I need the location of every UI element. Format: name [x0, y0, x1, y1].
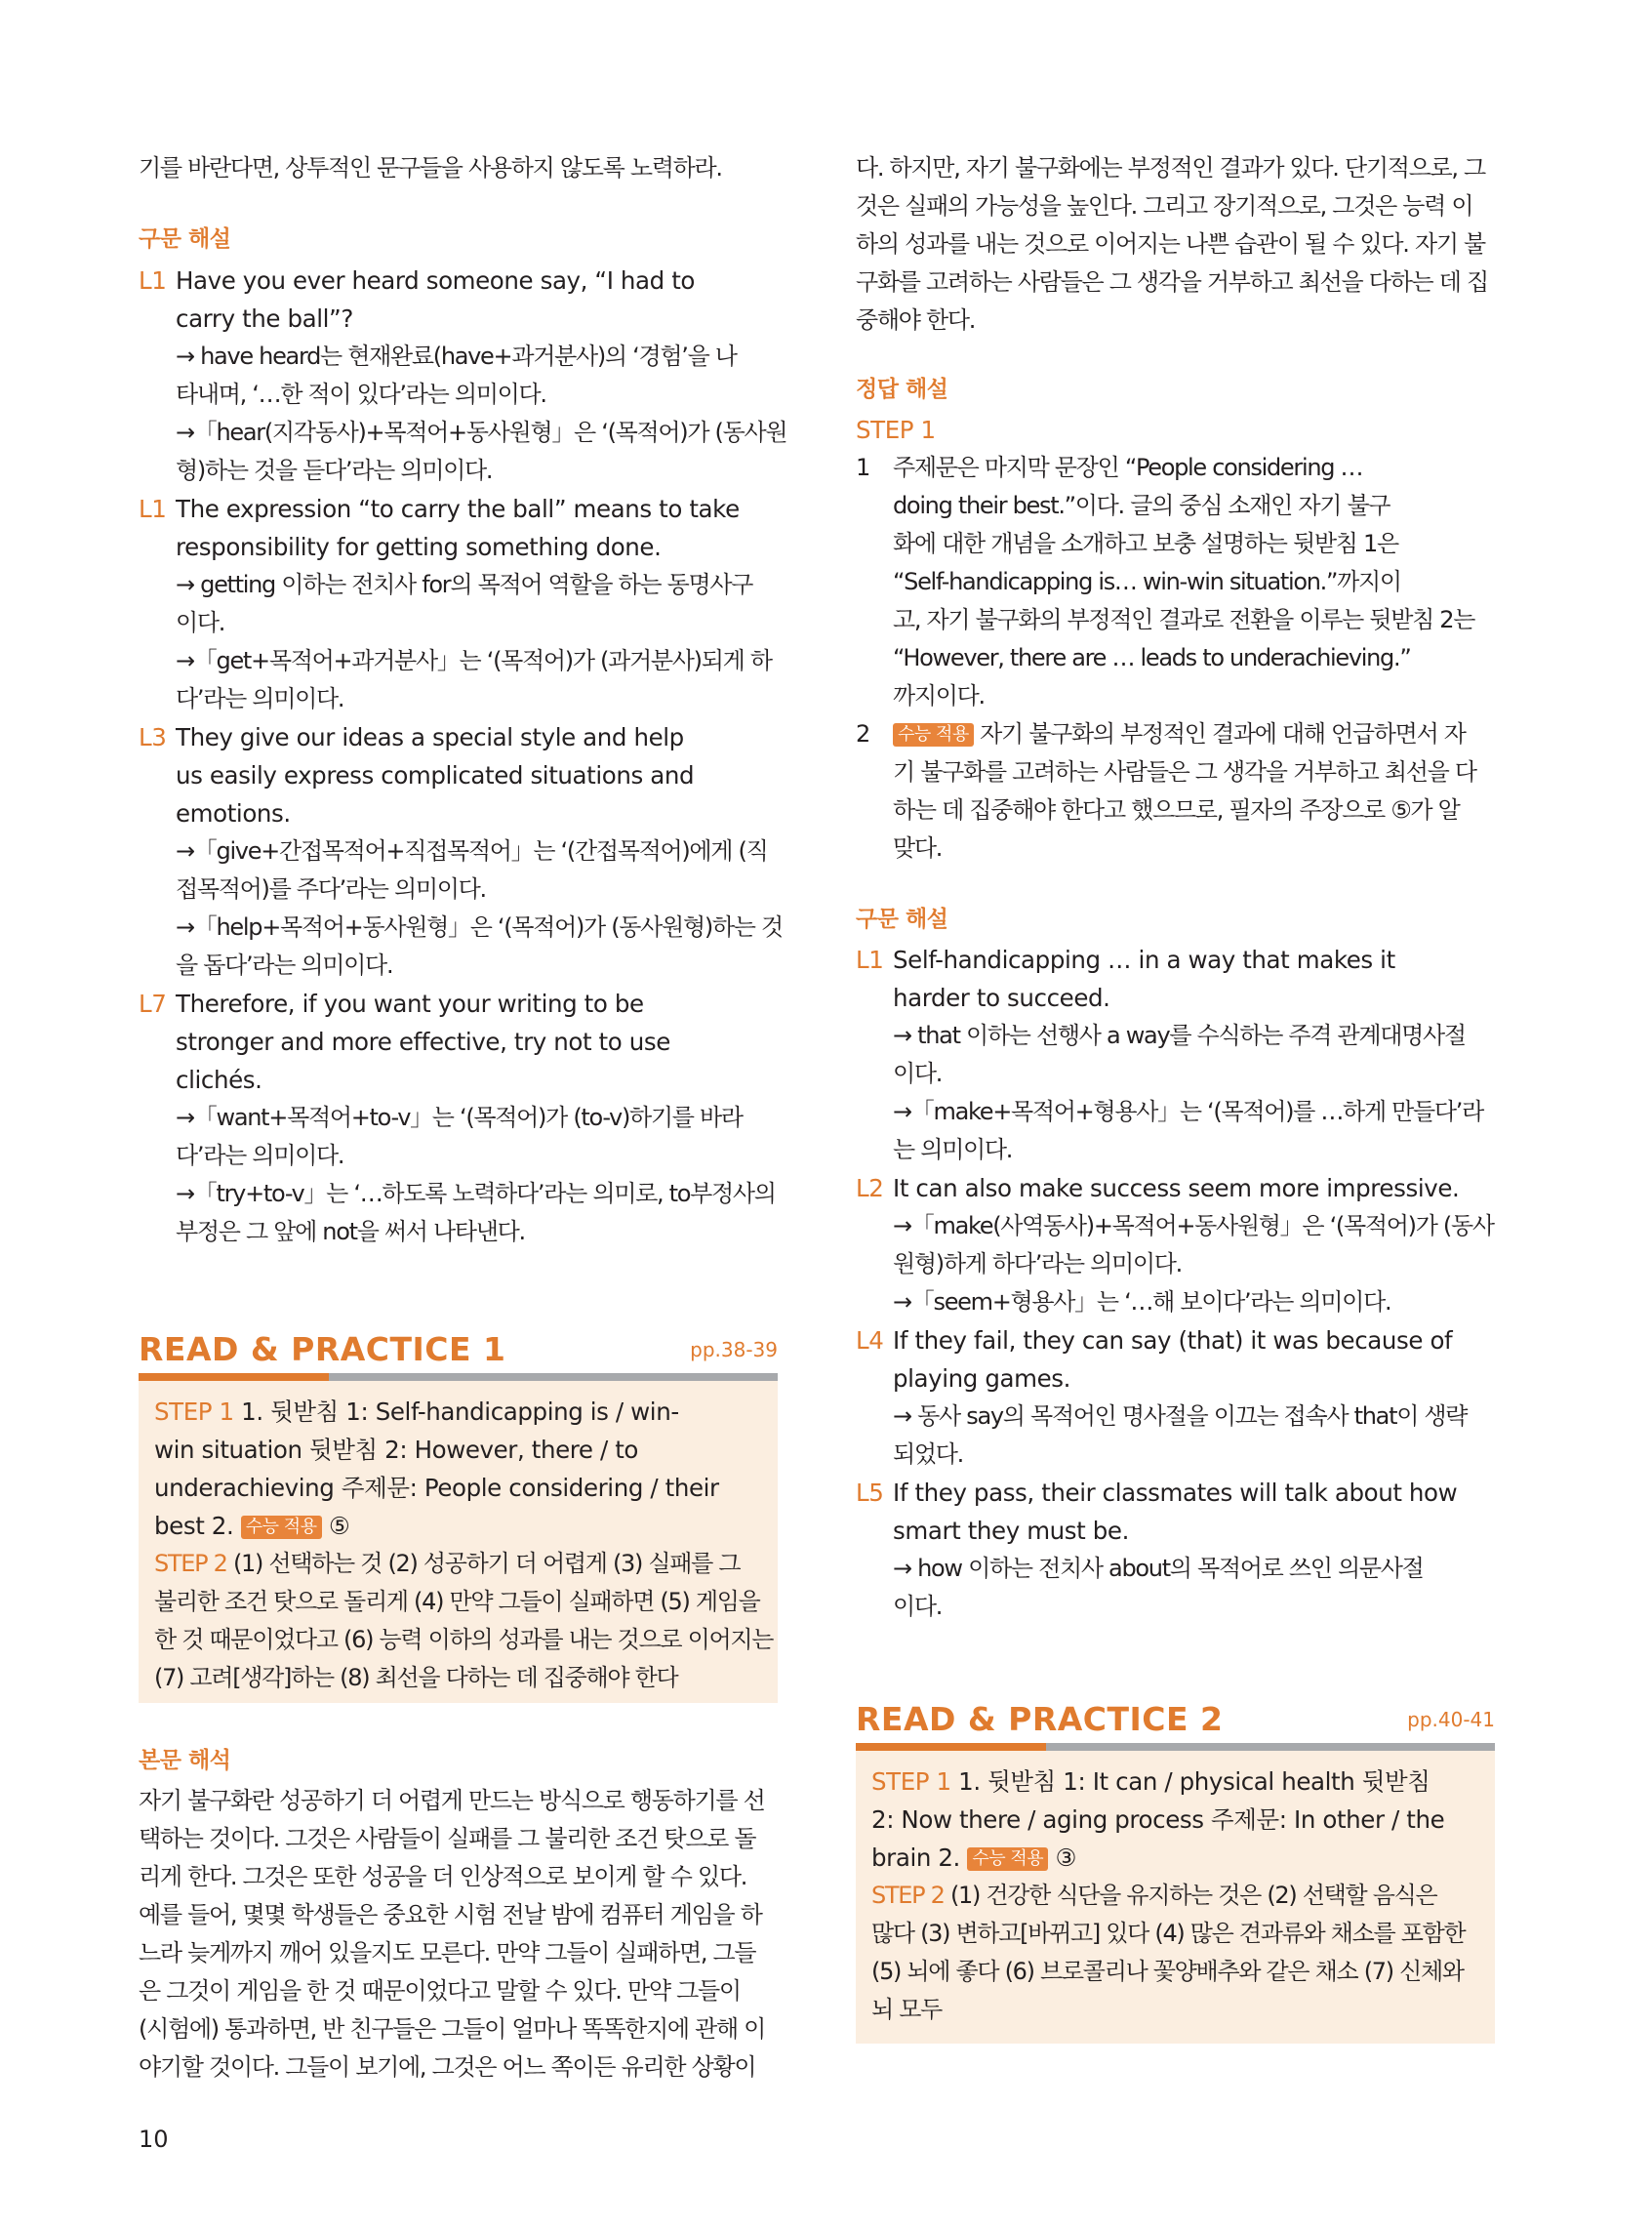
step1-label: STEP 1 — [871, 1767, 951, 1796]
answer-number: 2 — [856, 720, 869, 748]
step1-text: best 2. — [154, 1512, 234, 1540]
syntax-note: 원형)하게 하다’라는 의미이다. — [893, 1250, 1182, 1277]
step1-line — [154, 1507, 764, 1545]
step2-text: 한 것 때문이었다고 (6) 능력 이하의 성과를 내는 것으로 이어지는 — [154, 1626, 774, 1653]
sentence-text: smart they must be. — [893, 1517, 1129, 1545]
answer-text: 기 불구화를 고려하는 사람들은 그 생각을 거부하고 최선을 다 — [893, 758, 1476, 786]
syntax-sentence — [856, 1474, 1495, 1512]
line-label: L1 — [856, 946, 884, 974]
suneung-badge: 수능 적용 — [967, 1847, 1048, 1871]
syntax-sentence — [856, 1169, 1495, 1207]
line-label: L1 — [139, 495, 167, 523]
step2-text: 불리한 조건 탓으로 돌리게 (4) 만약 그들이 실패하면 (5) 게임을 — [154, 1588, 760, 1615]
sentence-text: Have you ever heard someone say, “I had to — [176, 266, 696, 295]
syntax-note: →「try+to-v」는 ‘…하도록 노력하다’라는 의미로, to부정사의 — [176, 1180, 776, 1207]
sentence-text: emotions. — [176, 799, 291, 828]
sentence-text: responsibility for getting something done. — [176, 533, 662, 561]
read-practice-2-answer-box — [856, 1751, 1495, 2044]
translation-heading: 본문 해석 — [139, 1748, 231, 1773]
syntax-note: 을 돕다’라는 의미이다. — [176, 952, 393, 979]
translation-line: 야기할 것이다. 그들이 보기에, 그것은 어느 쪽이든 유리한 상황이 — [139, 2053, 756, 2081]
answer-text: doing their best.”이다. 글의 중심 소재인 자기 불구 — [893, 492, 1390, 519]
section-bar-accent — [139, 1373, 329, 1381]
syntax-note: → 동사 say의 목적어인 명사절을 이끄는 접속사 that이 생략 — [893, 1402, 1468, 1430]
line-label: L2 — [856, 1174, 884, 1202]
syntax-note: → that 이하는 선행사 a way를 수식하는 주격 관계대명사절 — [893, 1022, 1466, 1049]
step1-text: win situation 뒷받침 2: However, there / to — [154, 1436, 639, 1464]
translation-line: 느라 늦게까지 깨어 있을지도 모른다. 만약 그들이 실패하면, 그들 — [139, 1939, 756, 1966]
syntax-note: → have heard는 현재완료(have+과거분사)의 ‘경험’을 나 — [176, 343, 737, 370]
read-practice-1-pages: pp.38-39 — [690, 1338, 778, 1361]
read-practice-2-title: READ & PRACTICE 2 — [856, 1700, 1224, 1738]
syntax-note: →「want+목적어+to-v」는 ‘(목적어)가 (to-v)하기를 바라 — [176, 1104, 743, 1131]
answer-item — [856, 715, 1495, 753]
step1-label: STEP 1 — [154, 1398, 234, 1426]
step1-line — [871, 1763, 1481, 1801]
line-label: L3 — [139, 723, 167, 751]
syntax-note: →「make(사역동사)+목적어+동사원형」은 ‘(목적어)가 (동사 — [893, 1212, 1494, 1239]
syntax-note: → how 이하는 전치사 about의 목적어로 쓰인 의문사절 — [893, 1555, 1424, 1582]
answer-text: “However, there are … leads to underachieving.” — [893, 644, 1411, 671]
answer-text: 고, 자기 불구화의 부정적인 결과로 전환을 이루는 뒷받침 2는 — [893, 606, 1475, 633]
step1-answer: ③ — [1055, 1844, 1077, 1872]
syntax-note: 다’라는 의미이다. — [176, 685, 344, 712]
answer-text: 자기 불구화의 부정적인 결과에 대해 언급하면서 자 — [980, 720, 1466, 748]
sentence-text: carry the ball”? — [176, 304, 353, 333]
step1-answer: ⑤ — [328, 1512, 350, 1540]
sentence-text: us easily express complicated situations and — [176, 761, 695, 790]
translation-line: 예를 들어, 몇몇 학생들은 중요한 시험 전날 밤에 컴퓨터 게임을 하 — [139, 1901, 762, 1928]
syntax-sentence — [139, 985, 778, 1023]
step2-text: (5) 뇌에 좋다 (6) 브로콜리나 꽃양배추와 같은 채소 (7) 신체와 — [871, 1958, 1464, 1985]
syntax-sentence — [139, 490, 778, 528]
answer-heading: 정답 해설 — [856, 377, 948, 402]
syntax-sentence — [139, 262, 778, 300]
answer-text: 까지이다. — [893, 682, 985, 709]
suneung-badge: 수능 적용 — [241, 1516, 322, 1539]
syntax-sentence — [856, 1321, 1495, 1359]
sentence-text: If they fail, they can say (that) it was because of — [893, 1326, 1453, 1355]
translation-line: 다. 하지만, 자기 불구화에는 부정적인 결과가 있다. 단기적으로, 그 — [856, 154, 1485, 182]
answer-text: “Self-handicapping is… win-win situation.”까지이 — [893, 568, 1401, 595]
read-practice-2-pages: pp.40-41 — [1407, 1708, 1495, 1731]
sentence-text: Self-handicapping … in a way that makes it — [893, 946, 1395, 974]
sentence-text: clichés. — [176, 1066, 262, 1094]
step1-text: 1. 뒷받침 1: It can / physical health 뒷받침 — [958, 1767, 1430, 1796]
line-label: L7 — [139, 990, 167, 1018]
syntax-note: →「give+간접목적어+직접목적어」는 ‘(간접목적어)에게 (직 — [176, 837, 768, 865]
step2-text: 많다 (3) 변하고[바뀌고] 있다 (4) 많은 견과류와 채소를 포함한 — [871, 1920, 1466, 1947]
step1-text: 2: Now there / aging process 주제문: In other / the — [871, 1805, 1445, 1834]
section-bar-accent — [856, 1743, 1046, 1751]
step2-text: (1) 선택하는 것 (2) 성공하기 더 어렵게 (3) 실패를 그 — [232, 1550, 741, 1577]
syntax-heading: 구문 해설 — [856, 907, 948, 932]
translation-line: 것은 실패의 가능성을 높인다. 그리고 장기적으로, 그것은 능력 이 — [856, 192, 1473, 220]
step1-line — [871, 1839, 1481, 1877]
answer-text: 하는 데 집중해야 한다고 했으므로, 필자의 주장으로 ⑤가 알 — [893, 796, 1460, 824]
translation-line: 자기 불구화란 성공하기 더 어렵게 만드는 방식으로 행동하기를 선 — [139, 1787, 765, 1814]
step1-text: brain 2. — [871, 1844, 960, 1872]
step2-line — [154, 1545, 764, 1583]
sentence-text: stronger and more effective, try not to use — [176, 1028, 670, 1056]
syntax-note: →「hear(지각동사)+목적어+동사원형」은 ‘(목적어)가 (동사원 — [176, 419, 787, 446]
translation-line: 은 그것이 게임을 한 것 때문이었다고 말할 수 있다. 만약 그들이 — [139, 1977, 741, 2005]
sentence-text: Therefore, if you want your writing to be — [176, 990, 644, 1018]
syntax-heading: 구문 해설 — [139, 226, 231, 252]
sentence-text: playing games. — [893, 1364, 1071, 1393]
sentence-text: If they pass, their classmates will talk about how — [893, 1479, 1458, 1507]
line-label: L1 — [139, 266, 167, 295]
syntax-note: 는 의미이다. — [893, 1136, 1013, 1163]
step2-label: STEP 2 — [154, 1550, 227, 1577]
sentence-text: It can also make success seem more impressive. — [893, 1174, 1460, 1202]
syntax-note: 접목적어)를 주다’라는 의미이다. — [176, 875, 486, 903]
step2-text: 뇌 모두 — [871, 1996, 942, 2023]
section-bar — [856, 1743, 1495, 1751]
syntax-note: → getting 이하는 전치사 for의 목적어 역할을 하는 동명사구 — [176, 571, 753, 598]
answer-item — [856, 449, 1495, 487]
syntax-note: 부정은 그 앞에 not을 써서 나타낸다. — [176, 1218, 525, 1245]
syntax-sentence — [856, 941, 1495, 979]
translation-line: 하의 성과를 내는 것으로 이어지는 나쁜 습관이 될 수 있다. 자기 불 — [856, 230, 1485, 258]
sentence-text: The expression “to carry the ball” means to take — [176, 495, 740, 523]
step2-label: STEP 2 — [871, 1882, 945, 1909]
step1-text: 1. 뒷받침 1: Self-handicapping is / win- — [241, 1398, 679, 1426]
page-number: 10 — [139, 2126, 169, 2153]
syntax-note: 이다. — [176, 609, 225, 636]
sentence-text: They give our ideas a special style and help — [176, 723, 684, 751]
answer-text: 맞다. — [893, 834, 943, 862]
syntax-sentence — [139, 718, 778, 756]
syntax-note: 타내며, ‘…한 적이 있다’라는 의미이다. — [176, 381, 546, 408]
syntax-note: 형)하는 것을 듣다’라는 의미이다. — [176, 457, 493, 484]
step1-text: underachieving 주제문: People considering / their — [154, 1474, 719, 1502]
answer-number: 1 — [856, 454, 869, 481]
syntax-note: 되었다. — [893, 1440, 963, 1468]
step1-line — [154, 1393, 764, 1431]
translation-line: 중해야 한다. — [856, 306, 976, 334]
translation-line: 택하는 것이다. 그것은 사람들이 실패를 그 불리한 조건 탓으로 돌 — [139, 1825, 756, 1852]
syntax-note: →「help+목적어+동사원형」은 ‘(목적어)가 (동사원형)하는 것 — [176, 913, 783, 941]
step1-label: STEP 1 — [856, 416, 936, 444]
step2-line — [871, 1877, 1481, 1915]
section-bar — [139, 1373, 778, 1381]
syntax-note: →「seem+형용사」는 ‘…해 보이다’라는 의미이다. — [893, 1288, 1391, 1316]
translation-line: 구화를 고려하는 사람들은 그 생각을 거부하고 최선을 다하는 데 집 — [856, 268, 1488, 296]
syntax-note: 이다. — [893, 1593, 943, 1620]
step2-text: (7) 고려[생각]하는 (8) 최선을 다하는 데 집중해야 한다 — [154, 1664, 678, 1691]
syntax-note: 이다. — [893, 1060, 943, 1087]
line-label: L5 — [856, 1479, 884, 1507]
syntax-note: →「make+목적어+형용사」는 ‘(목적어)를 …하게 만들다’라 — [893, 1098, 1484, 1125]
syntax-note: →「get+목적어+과거분사」는 ‘(목적어)가 (과거분사)되게 하 — [176, 647, 772, 674]
sentence-text: harder to succeed. — [893, 984, 1110, 1012]
read-practice-1-title: READ & PRACTICE 1 — [139, 1330, 506, 1368]
step2-text: (1) 건강한 식단을 유지하는 것은 (2) 선택할 음식은 — [949, 1882, 1437, 1909]
answer-text: 주제문은 마지막 문장인 “People considering … — [893, 454, 1363, 481]
syntax-note: 다’라는 의미이다. — [176, 1142, 344, 1169]
line-label: L4 — [856, 1326, 884, 1355]
suneung-badge: 수능 적용 — [893, 723, 974, 747]
translation-line: (시험에) 통과하면, 반 친구들은 그들이 얼마나 똑똑한지에 관해 이 — [139, 2015, 766, 2043]
translation-continued-line: 기를 바란다면, 상투적인 문구들을 사용하지 않도록 노력하라. — [139, 154, 722, 182]
read-practice-1-answer-box — [139, 1381, 778, 1703]
translation-line: 리게 한다. 그것은 또한 성공을 더 인상적으로 보이게 할 수 있다. — [139, 1863, 747, 1890]
answer-text: 화에 대한 개념을 소개하고 보충 설명하는 뒷받침 1은 — [893, 530, 1398, 557]
